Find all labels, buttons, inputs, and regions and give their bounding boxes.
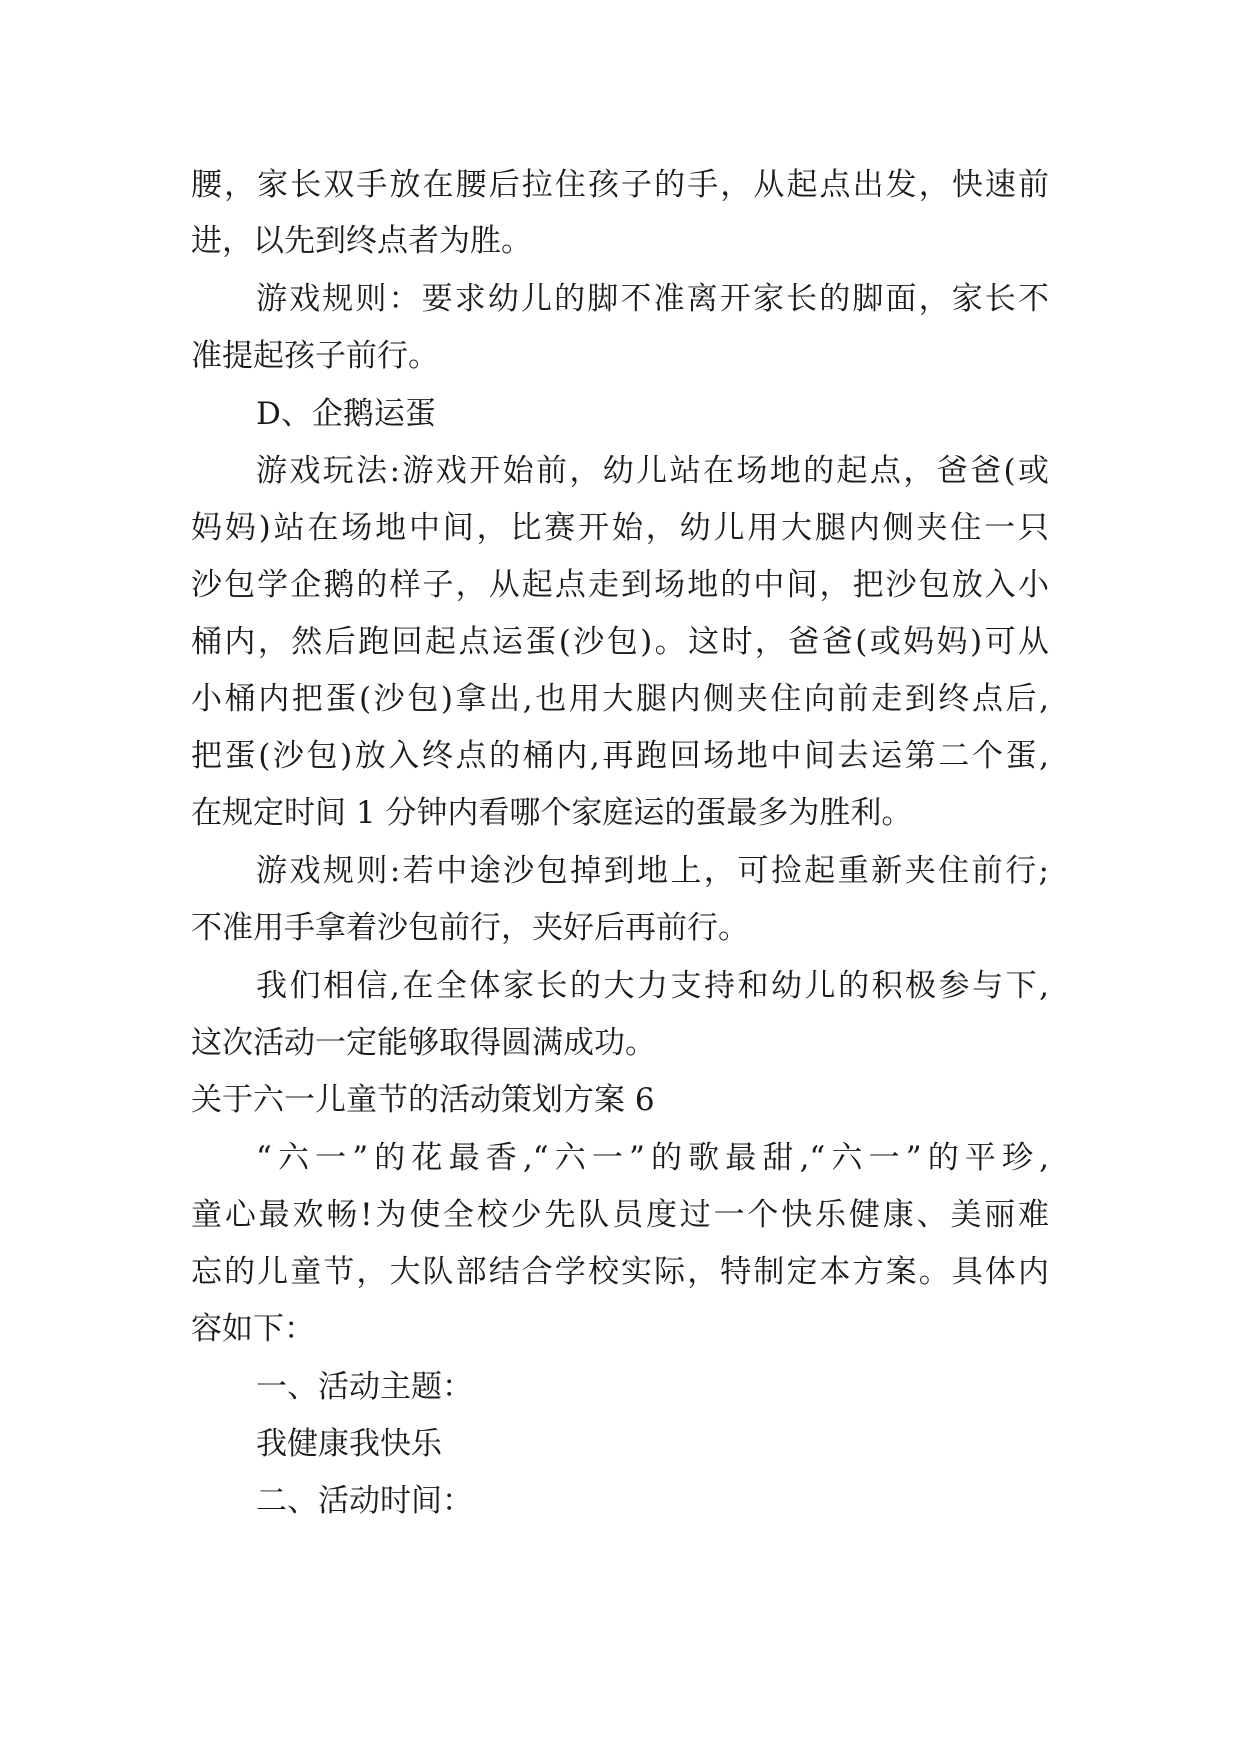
rules-line-1: 游戏规则:若中途沙包掉到地上，可捡起重新夹住前行; — [256, 853, 1049, 889]
rule-paragraph-line-2: 准提起孩子前行。 — [191, 338, 439, 374]
rule-paragraph-line-1: 游戏规则：要求幼儿的脚不准离开家长的脚面，家长不 — [256, 281, 1049, 317]
intro-line-2: 童心最欢畅!为使全校少先队员度过一个快乐健康、美丽难 — [191, 1197, 1049, 1233]
intro-line-3: 忘的儿童节，大队部结合学校实际，特制定本方案。具体内 — [191, 1254, 1049, 1290]
intro-line-1: “六一”的花最香,“六一”的歌最甜,“六一”的平珍, — [256, 1140, 1049, 1176]
gameplay-line-2: 妈妈)站在场地中间，比赛开始，幼儿用大腿内侧夹住一只 — [191, 510, 1049, 546]
heading-theme: 一、活动主题： — [256, 1369, 473, 1405]
gameplay-line-4: 桶内，然后跑回起点运蛋(沙包)。这时，爸爸(或妈妈)可从 — [191, 624, 1049, 660]
intro-line-4: 容如下： — [191, 1311, 315, 1347]
theme-text: 我健康我快乐 — [256, 1426, 442, 1462]
gameplay-line-6: 把蛋(沙包)放入终点的桶内,再跑回场地中间去运第二个蛋, — [191, 738, 1049, 774]
gameplay-line-1: 游戏玩法:游戏开始前，幼儿站在场地的起点，爸爸(或 — [256, 453, 1049, 489]
body-line-1: 腰，家长双手放在腰后拉住孩子的手，从起点出发，快速前 — [191, 167, 1049, 203]
gameplay-line-3: 沙包学企鹅的样子，从起点走到场地的中间，把沙包放入小 — [191, 567, 1049, 603]
gameplay-line-5: 小桶内把蛋(沙包)拿出,也用大腿内侧夹住向前走到终点后, — [191, 681, 1049, 717]
closing-line-1: 我们相信,在全体家长的大力支持和幼儿的积极参与下, — [256, 968, 1049, 1004]
closing-line-2: 这次活动一定能够取得圆满成功。 — [191, 1025, 656, 1061]
section-title: 关于六一儿童节的活动策划方案 6 — [191, 1082, 655, 1118]
section-heading-d: D、企鹅运蛋 — [256, 396, 436, 432]
gameplay-line-7: 在规定时间 1 分钟内看哪个家庭运的蛋最多为胜利。 — [191, 795, 913, 831]
body-line-2: 进，以先到终点者为胜。 — [191, 223, 532, 259]
rules-line-2: 不准用手拿着沙包前行，夹好后再前行。 — [191, 910, 749, 946]
heading-time: 二、活动时间： — [256, 1483, 473, 1519]
